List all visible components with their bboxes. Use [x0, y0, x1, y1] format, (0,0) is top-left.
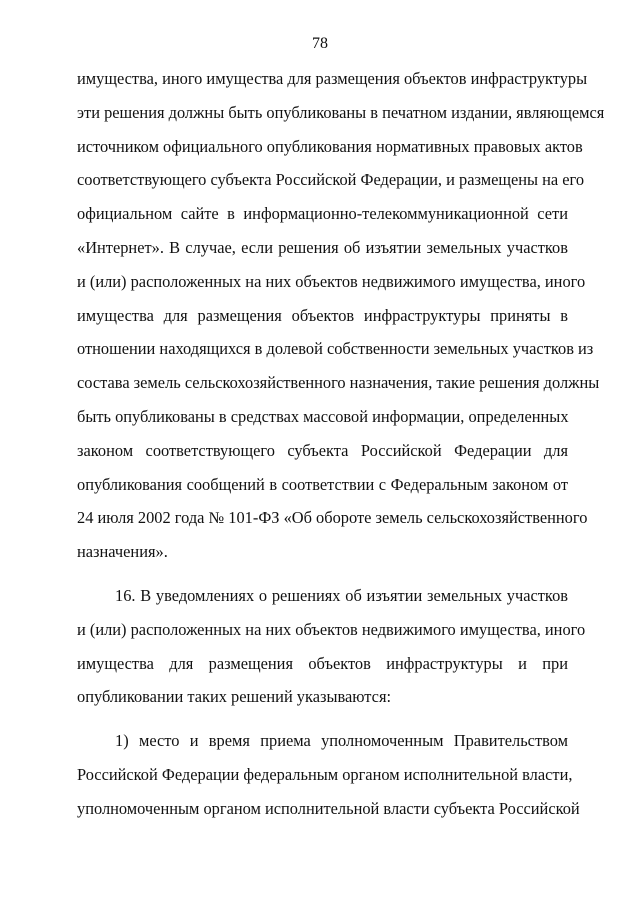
text-line: эти решения должны быть опубликованы в печатном издании, являющемся [77, 102, 605, 122]
text-line: официальном сайте в информационно-телекоммуникационной сети [77, 204, 568, 224]
text-line: и (или) расположенных на них объектов недвижимого имущества, иного [77, 271, 586, 291]
text-line: 16. В уведомлениях о решениях об изъятии земельных участков [115, 585, 568, 605]
paragraph-continuation [77, 68, 605, 575]
document-body [77, 68, 605, 832]
text-line: состава земель сельскохозяйственного назначения, такие решения должны [77, 373, 600, 393]
text-line: имущества для размещения объектов инфраструктуры и при [77, 653, 568, 673]
text-line: Российской Федерации федеральным органом исполнительной власти, [77, 764, 573, 784]
text-line: имущества, иного имущества для размещения объектов инфраструктуры [77, 69, 588, 88]
text-line: опубликования сообщений в соответствии с Федеральным законом от [77, 474, 568, 494]
text-line: имущества для размещения объектов инфраструктуры приняты в [77, 305, 568, 325]
text-line: уполномоченным органом исполнительной власти субъекта Российской [77, 798, 580, 818]
text-line: опубликовании таких решений указываются: [77, 687, 392, 707]
text-line: законом соответствующего субъекта Российской Федерации для [77, 440, 568, 460]
paragraph-subitem-1 [77, 730, 580, 831]
text-line: назначения». [77, 542, 168, 562]
text-line: быть опубликованы в средствах массовой информации, определенных [77, 406, 569, 426]
paragraph-gap [77, 720, 568, 730]
paragraph-gap [77, 575, 568, 585]
text-line: соответствующего субъекта Российской Федерации, и размещены на его [77, 170, 585, 190]
paragraph-item-16 [77, 585, 586, 720]
text-line: источником официального опубликования нормативных правовых актов [77, 136, 583, 156]
text-line: и (или) расположенных на них объектов недвижимого имущества, иного [77, 619, 586, 639]
page-number: 78 [312, 35, 328, 52]
text-line: отношении находящихся в долевой собственности земельных участков из [77, 339, 594, 359]
text-line: 24 июля 2002 года № 101-ФЗ «Об обороте земель сельскохозяйственного [77, 508, 588, 528]
text-line: 1) место и время приема уполномоченным Правительством [115, 731, 568, 751]
text-line: «Интернет». В случае, если решения об изъятии земельных участков [77, 237, 568, 257]
